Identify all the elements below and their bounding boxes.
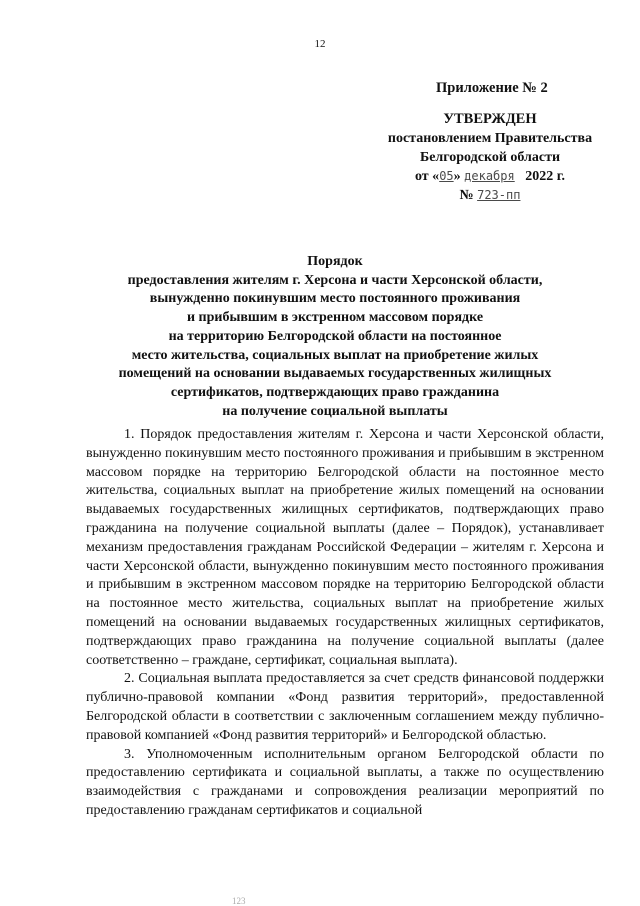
document-body: [86, 426, 604, 821]
approval-title: УТВЕРЖДЕН: [443, 111, 537, 127]
title-line: вынужденно покинувшим место постоянного проживания: [149, 291, 521, 307]
title-line: предоставления жителям г. Херсона и части Херсонской области,: [127, 272, 543, 288]
approval-date: [372, 167, 608, 186]
footer-mark: 123: [232, 896, 246, 906]
page-number: 12: [314, 38, 326, 50]
approval-number: [372, 186, 608, 205]
approval-date-separator: »: [453, 169, 465, 184]
approval-block: [372, 110, 608, 205]
paragraph-2: 2. Социальная выплата предоставляется за счет средств финансовой поддержки публично-правовой компании «Фонд развития территорий», предоставленной Белгородской области в соответствии с заключенным соглашением между публично-правовой компанией «Фонд развития территорий» и Белгородской областью.: [86, 671, 604, 743]
approval-date-month: декабря: [464, 169, 515, 183]
approval-date-day: 05: [439, 169, 454, 183]
title-line: сертификатов, подтверждающих право гражданина: [170, 384, 500, 400]
title-line: и прибывшим в экстренном массовом порядке: [186, 310, 484, 326]
title-line: на получение социальной выплаты: [222, 403, 448, 419]
approval-number-prefix: №: [459, 188, 478, 203]
title-line: Порядок: [307, 254, 363, 269]
paragraph-1: 1. Порядок предоставления жителям г. Херсона и части Херсонской области, вынужденно покинувшим место постоянного проживания и прибывшим в экстренном массовом порядке на территорию Белгородской области на постоянное место жительства, социальных выплат на приобретение жилых помещений на основании выдаваемых государственных жилищных сертификатов, подтверждающих право гражданина на получение социальной выплаты (далее – Порядок), устанавливает механизм предоставления гражданам Российской Федерации – жителям г. Херсона и части Херсонской области, вынужденно покинувшим место постоянного проживания и прибывшим в экстренном массовом порядке на территорию Белгородской области на постоянное место жительства, социальных выплат на приобретение жилых помещений на основании выдаваемых государственных жилищных сертификатов, подтверждающих право гражданина на получение социальной выплаты (далее соответственно – граждане, сертификат, социальная выплата).: [86, 427, 604, 668]
document-title: [70, 253, 600, 421]
title-line: помещений на основании выдаваемых государственных жилищных: [118, 366, 552, 382]
approval-date-year: 2022 г.: [525, 169, 565, 184]
title-line: на территорию Белгородской области на постоянное: [168, 328, 502, 344]
title-line: место жительства, социальных выплат на приобретение жилых: [131, 347, 539, 363]
appendix-label: Приложение № 2: [436, 80, 548, 96]
approval-number-value: 723-пп: [477, 188, 521, 202]
paragraph-3: 3. Уполномоченным исполнительным органом Белгородской области по предоставлению сертификата и социальной выплаты, а также по осуществлению взаимодействия с гражданами и сопровождения реализации мероприятий по предоставлению гражданам сертификатов и социальной: [86, 746, 604, 818]
approval-date-prefix: от «: [414, 169, 440, 184]
approval-line-1: постановлением Правительства: [387, 131, 593, 146]
approval-line-2: Белгородской области: [419, 150, 561, 165]
